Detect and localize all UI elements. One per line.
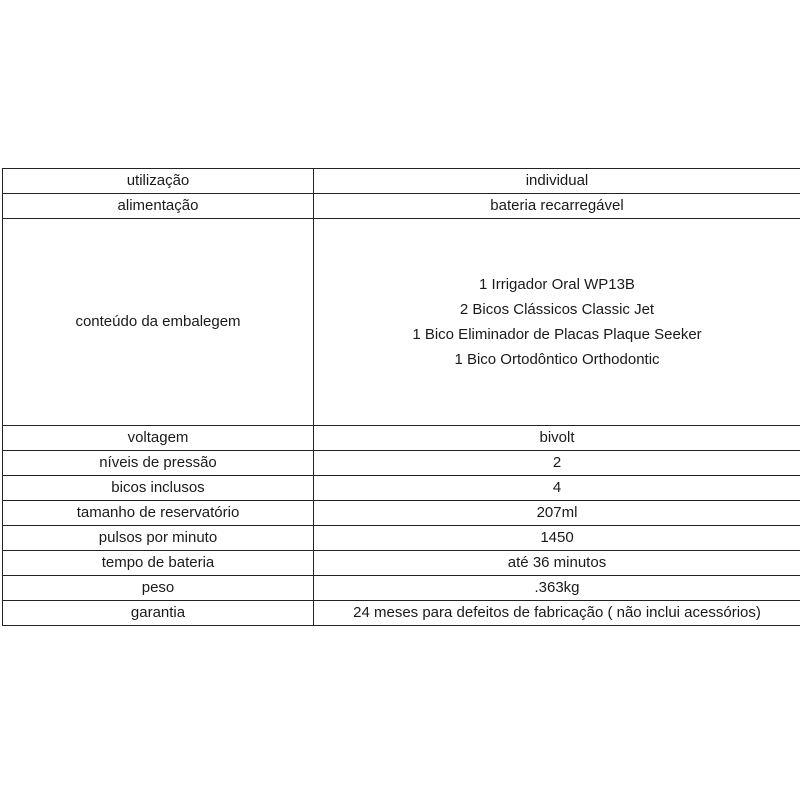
row-value-pulsos: 1450 — [314, 526, 800, 551]
row-value-alimentacao: bateria recarregável — [314, 194, 800, 219]
row-label-pulsos: pulsos por minuto — [3, 526, 314, 551]
table-row — [3, 501, 800, 526]
table-row — [3, 551, 800, 576]
table-row — [3, 451, 800, 476]
contents-line: 1 Bico Ortodôntico Orthodontic — [454, 351, 660, 368]
row-value-voltagem: bivolt — [314, 426, 800, 451]
row-value-peso: .363kg — [314, 576, 800, 601]
row-value-garantia: 24 meses para defeitos de fabricação ( não inclui acessórios) — [314, 601, 800, 626]
row-label-reservatorio: tamanho de reservatório — [3, 501, 314, 526]
contents-line: 1 Irrigador Oral WP13B — [479, 276, 635, 293]
table-row — [3, 169, 800, 194]
contents-line: 2 Bicos Clássicos Classic Jet — [459, 301, 655, 318]
row-value-tempo-bateria: até 36 minutos — [314, 551, 800, 576]
row-label-niveis-pressao: níveis de pressão — [3, 451, 314, 476]
table-row — [3, 476, 800, 501]
row-label-alimentacao: alimentação — [3, 194, 314, 219]
row-label-voltagem: voltagem — [3, 426, 314, 451]
table-row — [3, 426, 800, 451]
row-value-utilizacao: individual — [314, 169, 800, 194]
contents-line: 1 Bico Eliminador de Placas Plaque Seeker — [412, 326, 702, 343]
row-label-garantia: garantia — [3, 601, 314, 626]
row-label-tempo-bateria: tempo de bateria — [3, 551, 314, 576]
row-label-utilizacao: utilização — [3, 169, 314, 194]
spec-table — [2, 168, 800, 626]
row-value-niveis-pressao: 2 — [314, 451, 800, 476]
row-value-bicos-inclusos: 4 — [314, 476, 800, 501]
table-row — [3, 219, 800, 426]
row-label-conteudo: conteúdo da embalegem — [3, 219, 314, 426]
row-value-reservatorio: 207ml — [314, 501, 800, 526]
table-row — [3, 576, 800, 601]
row-label-bicos-inclusos: bicos inclusos — [3, 476, 314, 501]
table-row — [3, 194, 800, 219]
table-row — [3, 601, 800, 626]
row-label-peso: peso — [3, 576, 314, 601]
row-value-conteudo — [314, 219, 800, 426]
table-row — [3, 526, 800, 551]
